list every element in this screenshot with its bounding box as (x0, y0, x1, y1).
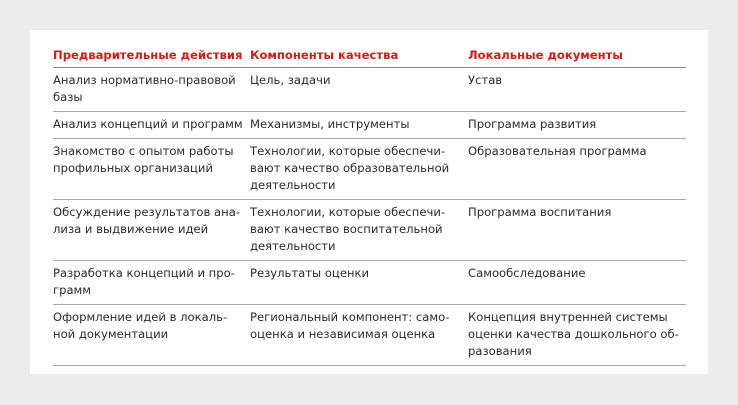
table-cell: Технологии, которые обеспечи- вают качество образовательной деятельности (250, 139, 468, 200)
table-row (53, 68, 686, 112)
table-cell: Механизмы, инструменты (250, 112, 468, 139)
table-cell: Цель, задачи (250, 68, 468, 112)
quality-table (53, 45, 686, 366)
table-cell: Разработка концепций и про- грамм (53, 261, 250, 305)
table-row (53, 112, 686, 139)
table-cell: Программа развития (468, 112, 686, 139)
table-cell: Региональный компонент: само- оценка и независимая оценка (250, 305, 468, 366)
table-cell: Технологии, которые обеспечи- вают качество воспитательной деятельности (250, 200, 468, 261)
table-card (30, 30, 708, 374)
header-local-documents: Локальные документы (468, 45, 686, 68)
table-row (53, 305, 686, 366)
table-cell: Анализ нормативно-правовой базы (53, 68, 250, 112)
table-cell: Знакомство с опытом работы профильных организаций (53, 139, 250, 200)
table-cell: Оформление идей в локаль- ной документации (53, 305, 250, 366)
table-cell: Программа воспитания (468, 200, 686, 261)
table-cell: Концепция внутренней системы оценки качества дошкольного об- разования (468, 305, 686, 366)
table-row (53, 139, 686, 200)
header-row (53, 45, 686, 68)
header-quality-components: Компоненты качества (250, 45, 468, 68)
header-preliminary-actions: Предварительные действия (53, 45, 250, 68)
table-cell: Результаты оценки (250, 261, 468, 305)
table-cell: Устав (468, 68, 686, 112)
table-cell: Образовательная программа (468, 139, 686, 200)
table-cell: Анализ концепций и программ (53, 112, 250, 139)
table-cell: Самообследование (468, 261, 686, 305)
table-row (53, 261, 686, 305)
table-cell: Обсуждение результатов ана- лиза и выдвижение идей (53, 200, 250, 261)
table-row (53, 200, 686, 261)
